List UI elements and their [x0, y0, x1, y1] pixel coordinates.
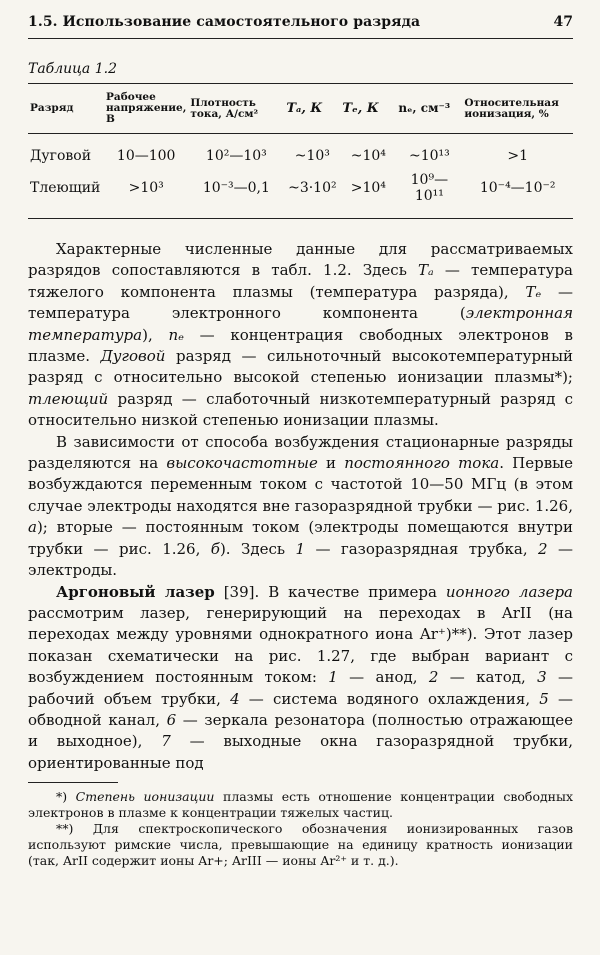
footnote-mark: **): [56, 821, 93, 837]
table-cell: Тлеющий: [28, 168, 104, 219]
table-cell: 10—100: [116, 148, 176, 164]
table-cell: 10²—10³: [205, 148, 267, 164]
table-row: [28, 134, 573, 169]
table-cell: >1: [507, 148, 528, 164]
footnote-mark: *): [56, 789, 76, 805]
symbol: nₑ: [168, 325, 184, 344]
text-run: — катод,: [438, 668, 538, 687]
table-caption: Таблица 1.2: [28, 61, 117, 77]
column-header: Рабочее напряжение, В: [104, 84, 188, 134]
text-run: — газоразрядная трубка,: [305, 539, 539, 558]
text-run: разряд — сильноточный высокотемпературный разряд с относительно высокой степенью ионизации плазмы*);: [28, 347, 574, 387]
figure-ref: а: [28, 518, 37, 537]
text-run: — система водяного охлаждения,: [239, 689, 540, 708]
text-run: [39]. В качестве примера: [214, 582, 446, 601]
number-label: 2: [428, 668, 439, 687]
table-row: [28, 168, 573, 219]
column-header: Разряд: [28, 84, 104, 134]
number-label: 2: [538, 539, 548, 558]
text-run: — температура тяжелого компонента плазмы (температура разряда),: [28, 261, 573, 301]
column-header: Относительная ионизация, %: [462, 84, 573, 134]
column-header: nₑ, см⁻³: [396, 84, 462, 134]
term: высокочастотные: [166, 454, 318, 473]
table-cell: ~10⁴: [350, 148, 386, 164]
text-run: рассмотрим лазер, генерирующий на переходах в ArII (на переходах между уровнями однократного иона Ar⁺)**). Этот лазер показан схематически на рис. 1.27, где выбран вариант с возбуждением постоянным током:: [28, 603, 573, 687]
table-cell: 10⁹—10¹¹: [396, 168, 462, 219]
paragraph: [28, 582, 573, 775]
text-run: — анод,: [337, 668, 429, 687]
number-label: 6: [166, 710, 177, 729]
book-page: [28, 14, 573, 869]
footnote-text: Для спектроскопического обозначения ионизированных газов используют римские числа, превышающие на единицу кратность ионизации (так, ArII содержит ионы Ar+; ArIII — ионы Ar²⁺ и т. д.).: [28, 821, 573, 869]
number-label: 1: [295, 539, 306, 558]
number-label: 4: [230, 689, 240, 708]
symbol: Tₐ: [418, 261, 434, 280]
number-label: 7: [161, 732, 171, 751]
running-header: [28, 14, 573, 39]
section-title: 1.5. Использование самостоятельного разряда: [28, 14, 421, 30]
body-text: [28, 239, 573, 774]
number-label: 1: [328, 668, 338, 687]
table-cell: ~10³: [294, 148, 330, 164]
table-cell: Дуговой: [30, 148, 92, 164]
number-label: 3: [537, 668, 547, 687]
text-run: — выходные окна газоразрядной трубки, ориентированные под: [28, 732, 573, 772]
run-in-heading: Аргоновый лазер: [56, 582, 215, 601]
term: ионного лазера: [445, 582, 573, 601]
table-cell: >10⁴: [340, 168, 396, 219]
text-run: — электроды.: [28, 539, 574, 580]
table-cell: 10⁻⁴—10⁻²: [462, 168, 573, 219]
term: тлеющий: [28, 389, 109, 408]
text-run: — обводной канал,: [28, 689, 573, 729]
text-run: ),: [142, 325, 169, 344]
text-run: и: [317, 454, 345, 473]
footnote-text: плазмы есть отношение концентрации свободных электронов в плазме к концентрации тяжелых частиц.: [28, 789, 573, 821]
footnote: [28, 789, 573, 821]
text-run: — температура электронного компонента (: [28, 282, 573, 323]
symbol: Tₑ: [525, 282, 542, 301]
text-run: В зависимости от способа возбуждения стационарные разряды разделяются на: [28, 432, 573, 473]
page-number: 47: [553, 14, 573, 30]
text-run: ). Здесь: [219, 539, 296, 558]
text-run: Характерные численные данные для рассматриваемых разрядов сопоставляются в табл. 1.2. Здесь: [28, 240, 573, 280]
column-header: Tₐ, К: [284, 84, 340, 134]
table-cell: ~3·10²: [284, 168, 340, 219]
number-label: 5: [539, 689, 549, 708]
column-header: Плотность тока, А/см²: [188, 84, 284, 134]
table-cell: ~10¹³: [408, 148, 450, 164]
data-table: [28, 83, 573, 219]
table-cell: 10⁻³—0,1: [188, 168, 284, 219]
column-header: Tₑ, К: [340, 84, 396, 134]
term: Дуговой: [100, 347, 166, 366]
text-run: — рабочий объем трубки,: [28, 668, 573, 708]
term: постоянного тока: [344, 454, 500, 473]
term: Степень ионизации: [75, 789, 215, 805]
footnote: [28, 821, 573, 869]
footnote-divider: [28, 782, 118, 783]
footnotes: [28, 782, 573, 869]
text-run: . Первые возбуждаются переменным током с частотой 10—50 МГц (в этом случае электроды находятся вне газоразрядной трубки — рис. 1.26,: [28, 454, 573, 515]
term: электронная температура: [28, 304, 573, 344]
paragraph: [28, 239, 573, 432]
text-run: — зеркала резонатора (полностью отражающее и выходное),: [28, 710, 573, 751]
table-header-row: [28, 84, 573, 134]
text-run: ); вторые — постоянным током (электроды помещаются внутри трубки — рис. 1.26,: [28, 518, 573, 558]
table-cell: >10³: [104, 168, 188, 219]
figure-ref: б: [210, 539, 220, 558]
paragraph: [28, 432, 573, 582]
text-run: — концентрация свободных электронов в плазме.: [28, 325, 573, 366]
text-run: разряд — слаботочный низкотемпературный разряд с относительно низкой степенью ионизации плазмы.: [28, 389, 573, 430]
